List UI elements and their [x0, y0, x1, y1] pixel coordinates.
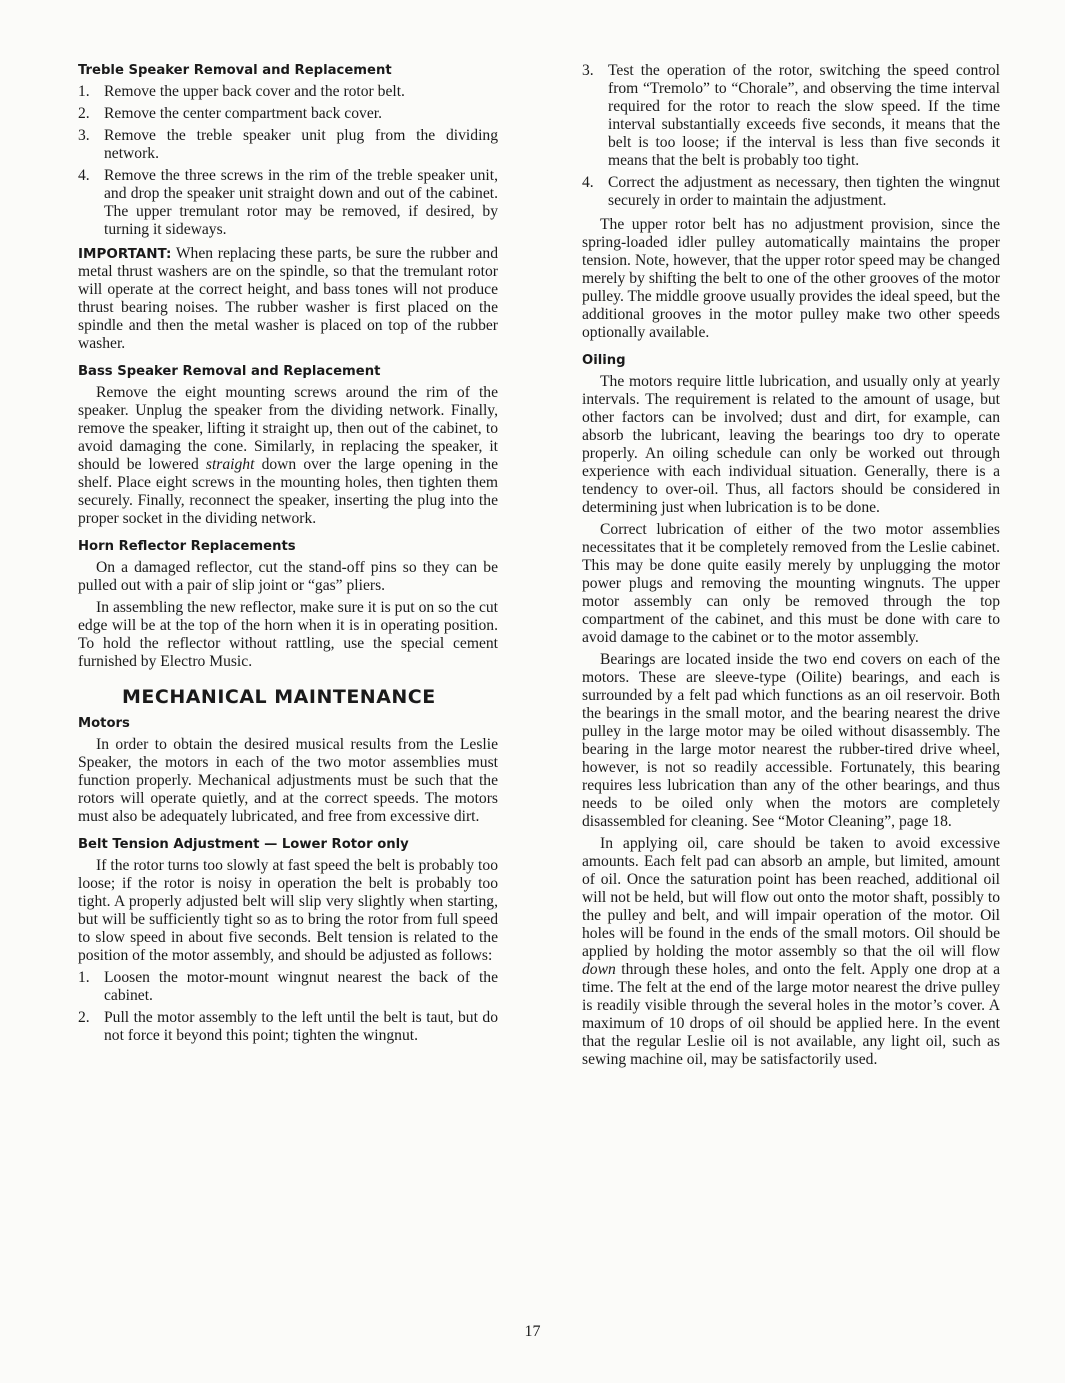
- oiling-text-b: through these holes, and onto the felt. Apply one drop at a time. The felt at the end of the large motor nearest the drive pulley is readily visible through the several holes in the motor’s cover. A maximum of 10 drops of oil should be applied here. In the event that the regular Leslie oil is not available, any light oil, such as sewing machine oil, may be satisfactorily used.: [582, 961, 1000, 1068]
- belt-steps-right: [582, 62, 1000, 210]
- step-text: Remove the treble speaker unit plug from the dividing network.: [104, 127, 498, 162]
- list-item: [78, 127, 498, 163]
- motors-heading: Motors: [78, 716, 130, 731]
- step-number: 1.: [78, 83, 90, 100]
- step-text: Pull the motor assembly to the left until the belt is taut, but do not force it beyond this point; tighten the wingnut.: [104, 1009, 498, 1044]
- step-number: 4.: [78, 167, 90, 184]
- bass-text-a: Remove the eight mounting screws around the rim of the speaker. Unplug the speaker from the dividing network. Finally, remove the speaker, lifting it straight up, then out of the cabinet, to avoid damaging the cone. Similarly, in replacing the speaker, it should be lowered: [78, 384, 498, 473]
- step-number: 3.: [78, 127, 90, 144]
- oiling-text-italic: down: [582, 961, 616, 978]
- important-note: [78, 245, 498, 353]
- oiling-paragraph-3: Bearings are located inside the two end covers on each of the motors. These are sleeve-type (Oilite) bearings, and each is surrounded by a felt pad which functions as an oil reservoir. Both the bearings in the small motor, and the bearing nearest the drive pulley in the large motor may be oiled without disassembly. The bearing in the large motor nearest the rubber-tired drive wheel, however, is not so readily accessible. Fortunately, this bearing requires less lubrication than any of the other bearings, and thus needs to be oiled only when the motors are completely disassembled for cleaning. See “Motor Cleaning”, page 18.: [582, 651, 1000, 830]
- oiling-text-a: In applying oil, care should be taken to avoid excessive amounts. Each felt pad can absorb an ample, but limited, amount of oil. Once the saturation point has been reached, additional oil will not be held, but will flow out onto the motor shaft, possibly to the pulley and belt, and will impair operation of the motor. Oil holes will be found in the ends of the small motors. Oil should be applied by holding the motor assembly so that the oil will flow: [582, 835, 1000, 960]
- belt-steps-left: [78, 969, 498, 1045]
- horn-paragraph-2: In assembling the new reflector, make sure it is put on so the cut edge will be at the top of the horn when it is in operating position. To hold the reflector without rattling, use the special cement furnished by Electro Music.: [78, 599, 498, 670]
- step-text: Loosen the motor-mount wingnut nearest the back of the cabinet.: [104, 969, 498, 1004]
- step-number: 2.: [78, 105, 90, 122]
- step-text: Remove the center compartment back cover.: [104, 105, 382, 122]
- step-number: 4.: [582, 174, 594, 191]
- oiling-paragraph-1: The motors require little lubrication, and usually only at yearly intervals. The requirement is related to the amount of usage, but other factors can be involved; dust and dirt, for example, can absorb the lubricant, leaving the bearings too dry to operate properly. An oiling schedule can only be worked out through experience with each individual situation. Generally, there is a tendency to over-oil. Thus, all factors should be considered in determining just when lubrication is to be done.: [582, 373, 1000, 516]
- step-number: 3.: [582, 62, 594, 79]
- important-label: IMPORTANT:: [78, 246, 172, 262]
- motors-paragraph: In order to obtain the desired musical results from the Leslie Speaker, the motors in each of the two motor assemblies must function properly. Mechanical adjustments must be such that the rotors will operate quietly, and at the correct speeds. The motors must also be adequately lubricated, and free from excessive dirt.: [78, 736, 498, 825]
- step-text: Remove the three screws in the rim of the treble speaker unit, and drop the speaker unit straight down and out of the cabinet. The upper tremulant rotor may be removed, if desired, by turning it sideways.: [104, 167, 498, 238]
- horn-paragraph-1: On a damaged reflector, cut the stand-off pins so they can be pulled out with a pair of slip joint or “gas” pliers.: [78, 559, 498, 594]
- step-text: Correct the adjustment as necessary, then tighten the wingnut securely in order to maintain the adjustment.: [608, 174, 1000, 209]
- list-item: [78, 105, 498, 123]
- right-column: [582, 62, 1000, 1073]
- left-column: [78, 62, 498, 1051]
- treble-steps: [78, 83, 498, 239]
- step-number: 1.: [78, 969, 90, 986]
- belt-heading: Belt Tension Adjustment — Lower Rotor only: [78, 837, 409, 852]
- bass-heading: Bass Speaker Removal and Replacement: [78, 364, 381, 379]
- belt-paragraph: If the rotor turns too slowly at fast speed the belt is probably too loose; if the rotor is noisy in operation the belt is probably too tight. A properly adjusted belt will slip very slightly when starting, but will be sufficiently tight so as to bring the rotor from full speed to slow speed in about five seconds. Belt tension is related to the position of the motor assembly, and should be adjusted as follows:: [78, 857, 498, 964]
- list-item: [582, 174, 1000, 210]
- step-number: 2.: [78, 1009, 90, 1026]
- list-item: [78, 83, 498, 101]
- bass-paragraph: [78, 384, 498, 528]
- list-item: [78, 969, 498, 1005]
- treble-heading: Treble Speaker Removal and Replacement: [78, 63, 392, 78]
- horn-heading: Horn Reflector Replacements: [78, 539, 296, 554]
- bass-text-b: down over the large opening in the shelf. Place eight screws in the mounting holes, then tighten them securely. Finally, reconnect the speaker, inserting the plug into the proper socket in the dividing network.: [78, 456, 498, 527]
- list-item: [582, 62, 1000, 170]
- section-title: MECHANICAL MAINTENANCE: [122, 686, 436, 708]
- step-text: Remove the upper back cover and the rotor belt.: [104, 83, 405, 100]
- bass-text-italic: straight: [205, 456, 255, 473]
- list-item: [78, 167, 498, 239]
- oiling-paragraph-2: Correct lubrication of either of the two motor assemblies necessitates that it be completely removed from the Leslie cabinet. This may be done quite easily merely by unplugging the motor power plugs and removing the mounting wingnuts. The upper motor assembly can only be removed through the top compartment of the cabinet, and this must be done with care to avoid damage to the cabinet or to the motor assembly.: [582, 521, 1000, 646]
- oiling-paragraph-4: [582, 835, 1000, 1069]
- important-text: When replacing these parts, be sure the rubber and metal thrust washers are on the spindle, so that the tremulant rotor will operate at the correct height, and bass tones will not produce thrust bearing noises. The rubber washer is first placed on the spindle and then the metal washer is placed on top of the rubber washer.: [78, 245, 498, 352]
- list-item: [78, 1009, 498, 1045]
- page-number: 17: [524, 1323, 541, 1340]
- step-text: Test the operation of the rotor, switching the speed control from “Tremolo” to “Chorale”, and observing the time interval required for the rotor to reach the slow speed. If the time interval substantially exceeds five seconds, it means that the belt is too loose; if the interval is less than five seconds it means that the belt is probably too tight.: [608, 62, 1000, 169]
- oiling-heading: Oiling: [582, 353, 626, 368]
- upper-belt-paragraph: The upper rotor belt has no adjustment provision, since the spring-loaded idler pulley automatically maintains the proper tension. Note, however, that the upper rotor speed may be changed merely by shifting the belt to one of the other grooves of the motor pulley. The middle groove usually provides the ideal speed, but the additional grooves in the motor pulley make two other speeds optionally available.: [582, 216, 1000, 341]
